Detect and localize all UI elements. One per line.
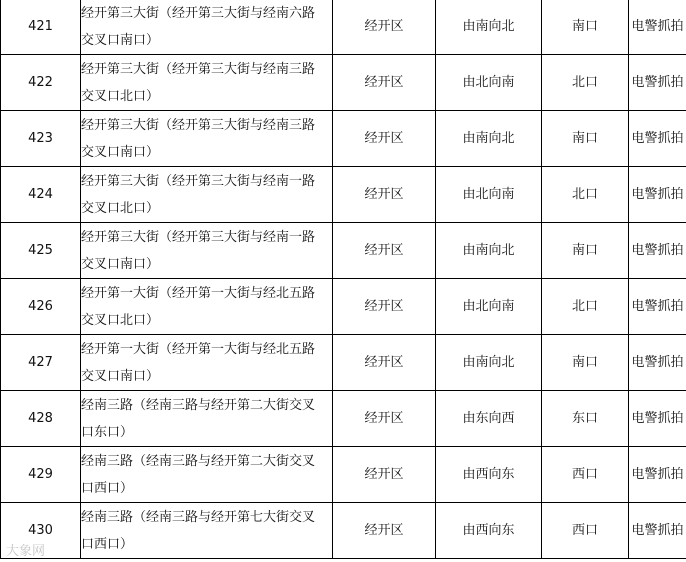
table-row [1,447,686,503]
watermark-logo: 大象网 [6,544,46,559]
district: 经开区 [333,167,436,223]
location-name-line1: 经开第三大街（经开第三大街与经南一路 [81,229,316,245]
location-name-line1: 经南三路（经南三路与经开第七大街交叉 [81,509,316,525]
location-name-line2: 交叉口南口） [81,368,160,384]
capture-type: 电警抓拍 [629,279,686,335]
direction: 由南向北 [436,0,542,55]
row-number: 425 [1,223,81,279]
location-name-line1: 经开第三大街（经开第三大街与经南一路 [81,173,316,189]
location-name [81,167,333,223]
location-name [81,447,333,503]
row-number: 427 [1,335,81,391]
location-name-line2: 交叉口南口） [81,144,160,160]
capture-type: 电警抓拍 [629,503,686,559]
entrance: 南口 [542,223,629,279]
district: 经开区 [333,279,436,335]
entrance: 东口 [542,391,629,447]
location-name [81,335,333,391]
district: 经开区 [333,111,436,167]
direction: 由北向南 [436,279,542,335]
location-name-line2: 交叉口北口） [81,200,160,216]
capture-type: 电警抓拍 [629,0,686,55]
table-row [1,55,686,111]
location-name [81,391,333,447]
capture-type: 电警抓拍 [629,167,686,223]
capture-type: 电警抓拍 [629,55,686,111]
district: 经开区 [333,335,436,391]
district: 经开区 [333,55,436,111]
capture-type: 电警抓拍 [629,335,686,391]
row-number: 423 [1,111,81,167]
entrance: 北口 [542,55,629,111]
location-name [81,503,333,559]
entrance: 南口 [542,335,629,391]
capture-type: 电警抓拍 [629,223,686,279]
location-name-line1: 经开第一大街（经开第一大街与经北五路 [81,341,316,357]
row-number: 426 [1,279,81,335]
capture-type: 电警抓拍 [629,111,686,167]
entrance: 北口 [542,167,629,223]
table-row [1,503,686,559]
direction: 由南向北 [436,223,542,279]
row-number: 430 [1,503,81,559]
location-name-line1: 经开第三大街（经开第三大街与经南六路 [81,5,316,21]
table-row [1,335,686,391]
row-number: 428 [1,391,81,447]
row-number: 421 [1,0,81,55]
location-name-line1: 经南三路（经南三路与经开第二大街交叉 [81,453,316,469]
district: 经开区 [333,391,436,447]
location-name-line2: 交叉口北口） [81,312,160,328]
direction: 由西向东 [436,447,542,503]
district: 经开区 [333,0,436,55]
row-number: 424 [1,167,81,223]
direction: 由北向南 [436,167,542,223]
table-row [1,167,686,223]
entrance: 西口 [542,447,629,503]
location-name-line2: 交叉口南口） [81,32,160,48]
direction: 由北向南 [436,55,542,111]
location-name-line2: 交叉口北口） [81,88,160,104]
row-number: 422 [1,55,81,111]
location-name-line1: 经开第一大街（经开第一大街与经北五路 [81,285,316,301]
table-row [1,0,686,55]
location-name-line2: 口西口） [81,480,134,496]
table-row [1,391,686,447]
table-row [1,223,686,279]
entrance: 南口 [542,0,629,55]
entrance: 北口 [542,279,629,335]
capture-type: 电警抓拍 [629,391,686,447]
location-name-line2: 口东口） [81,424,134,440]
capture-type: 电警抓拍 [629,447,686,503]
location-name [81,55,333,111]
location-name [81,223,333,279]
location-name [81,279,333,335]
location-name-line2: 交叉口南口） [81,256,160,272]
location-name-line2: 口西口） [81,536,134,552]
table-row [1,279,686,335]
location-name [81,111,333,167]
location-name-line1: 经南三路（经南三路与经开第二大街交叉 [81,397,316,413]
row-number: 429 [1,447,81,503]
location-name-line1: 经开第三大街（经开第三大街与经南三路 [81,61,316,77]
location-name-line1: 经开第三大街（经开第三大街与经南三路 [81,117,316,133]
district: 经开区 [333,447,436,503]
direction: 由西向东 [436,503,542,559]
district: 经开区 [333,223,436,279]
entrance: 西口 [542,503,629,559]
table-row [1,111,686,167]
entrance: 南口 [542,111,629,167]
district: 经开区 [333,503,436,559]
direction: 由南向北 [436,335,542,391]
direction: 由东向西 [436,391,542,447]
direction: 由南向北 [436,111,542,167]
location-name [81,0,333,55]
